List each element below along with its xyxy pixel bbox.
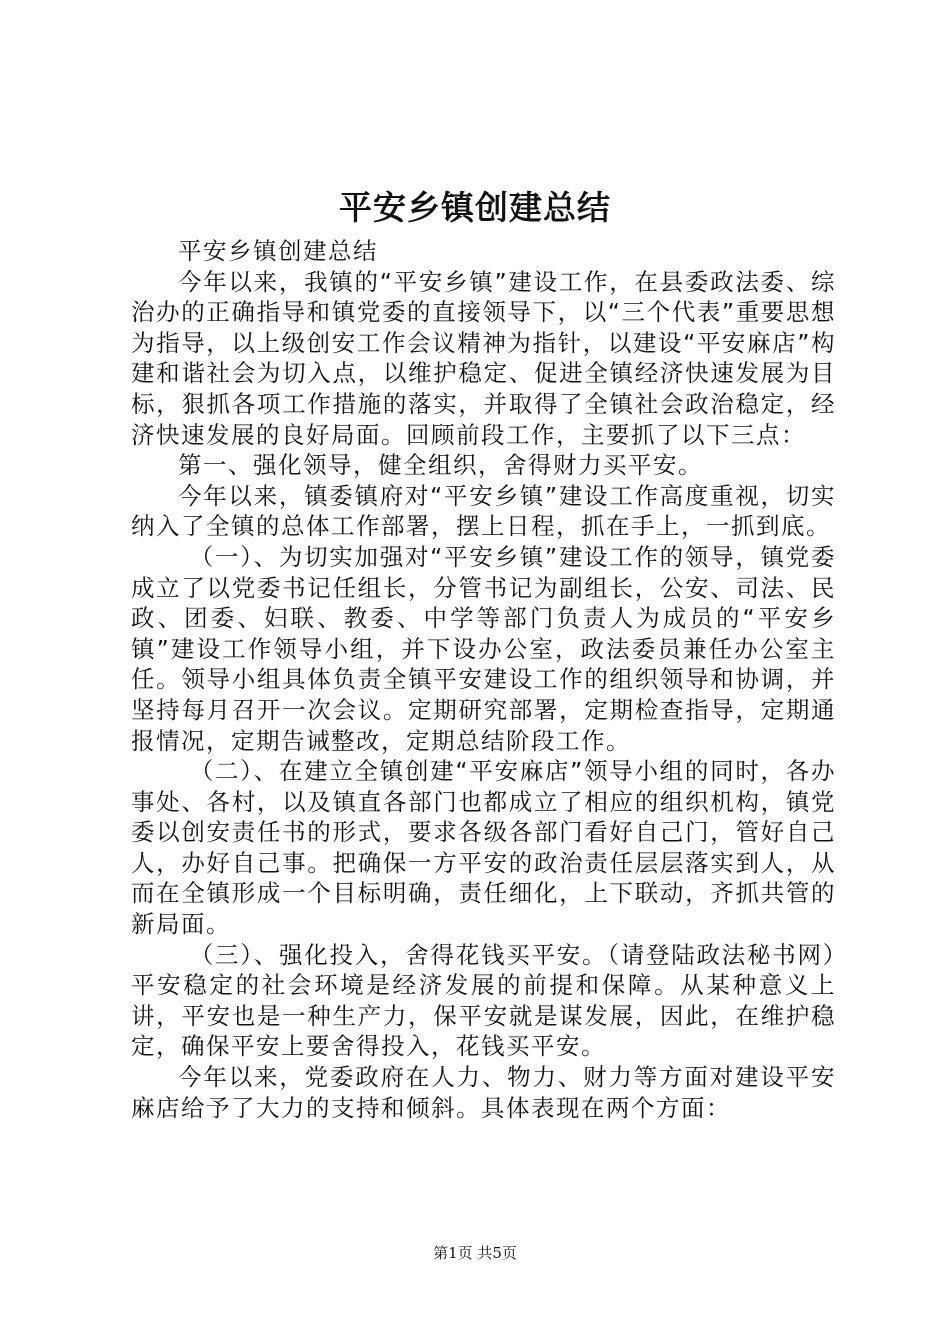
- page-number-footer: 第1页 共5页: [433, 1244, 517, 1262]
- paragraph-item-two: （二）、在建立全镇创建“平安麻店”领导小组的同时，各办事处、各村，以及镇直各部门也都成立了相应的组织机构，镇党委以创安责任书的形式，要求各级各部门看好自己门，管好自己人，办好自己事。把确保一方平安的政治责任层层落实到人，从而在全镇形成一个目标明确，责任细化，上下联动，齐抓共管的新局面。: [131, 757, 836, 939]
- document-body: [131, 236, 836, 1123]
- paragraph-support: 今年以来，党委政府在人力、物力、财力等方面对建设平安麻店给予了大力的支持和倾斜。具体表现在两个方面：: [131, 1063, 836, 1122]
- paragraph-item-three: （三）、强化投入，舍得花钱买平安。（请登陆政法秘书网）平安稳定的社会环境是经济发展的前提和保障。从某种意义上讲，平安也是一种生产力，保平安就是谋发展，因此，在维护稳定，确保平安上要舍得投入，花钱买平安。: [131, 940, 836, 1061]
- paragraph-intro: 今年以来，我镇的“平安乡镇”建设工作，在县委政法委、综治办的正确指导和镇党委的直接领导下，以“三个代表”重要思想为指导，以上级创安工作会议精神为指针，以建设“平安麻店”构建和谐社会为切入点，以维护稳定、促进全镇经济快速发展为目标，狠抓各项工作措施的落实，并取得了全镇社会政治稳定，经济快速发展的良好局面。回顾前段工作，主要抓了以下三点：: [131, 267, 836, 449]
- paragraph-subtitle: 平安乡镇创建总结: [178, 237, 378, 265]
- paragraph-section-one-heading: 第一、强化领导，健全组织，舍得财力买平安。: [178, 451, 703, 480]
- paragraph-section-one-body: 今年以来，镇委镇府对“平安乡镇”建设工作高度重视，切实纳入了全镇的总体工作部署，摆上日程，抓在手上，一抓到底。: [131, 481, 836, 541]
- paragraph-item-one: （一）、为切实加强对“平安乡镇”建设工作的领导，镇党委成立了以党委书记任组长，分管书记为副组长，公安、司法、民政、团委、妇联、教委、中学等部门负责人为成员的“平安乡镇”建设工作领导小组，并下设办公室，政法委员兼任办公室主任。领导小组具体负责全镇平安建设工作的组织领导和协调，并坚持每月召开一次会议。定期研究部署，定期检查指导，定期通报情况，定期告诫整改，定期总结阶段工作。: [131, 542, 836, 755]
- document-title: 平安乡镇创建总结: [339, 188, 611, 227]
